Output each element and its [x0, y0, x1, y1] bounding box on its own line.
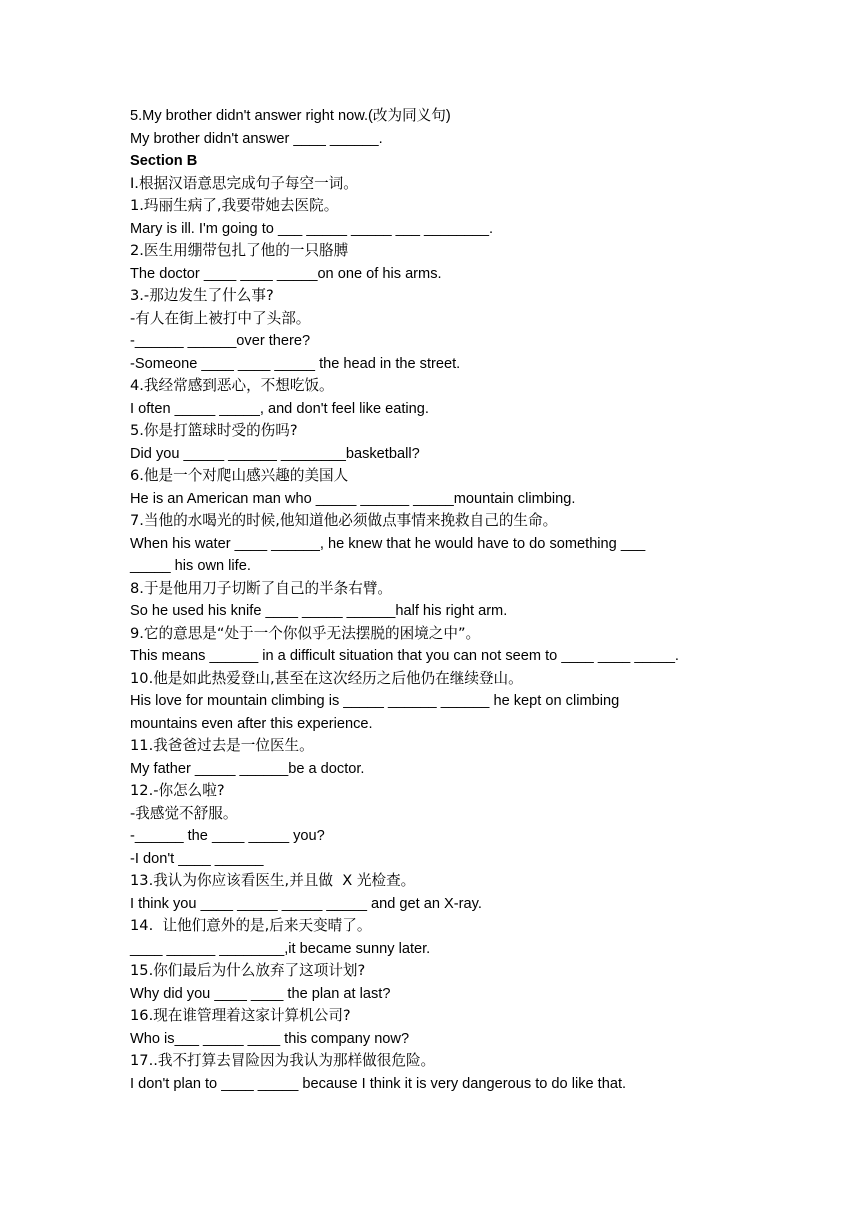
- question-13-english: I think you ____ _____ _____ _____ and get an X-ray.: [130, 895, 482, 912]
- question-14-chinese: 14. 让他们意外的是,后来天变晴了。: [130, 917, 372, 934]
- question-1-english: Mary is ill. I'm going to ___ _____ _____ ___ ________.: [130, 220, 494, 237]
- question-11-chinese: 11.我爸爸过去是一位医生。: [130, 737, 314, 754]
- question-12-chinese-b: -我感觉不舒服。: [130, 804, 238, 822]
- question-15-chinese: 15.你们最后为什么放弃了这项计划?: [130, 962, 366, 979]
- question-7-english-b: _____ his own life.: [130, 558, 251, 574]
- question-7-english-a: When his water ____ ______, he knew that he would have to do something ___: [130, 535, 646, 552]
- question-10-english-a: His love for mountain climbing is _____ ______ ______ he kept on climbing: [130, 693, 620, 709]
- question-10-chinese: 10.他是如此热爱登山,甚至在这次经历之后他仍在继续登山。: [130, 669, 523, 687]
- exercise-5-answer-line: My brother didn't answer ____ ______.: [130, 130, 383, 147]
- question-2-chinese: 2.医生用绷带包扎了他的一只胳膊: [130, 242, 349, 259]
- question-5-chinese: 5.你是打篮球时受的伤吗?: [130, 422, 298, 439]
- question-1-chinese: 1.玛丽生病了,我要带她去医院。: [130, 197, 339, 214]
- question-16-chinese: 16.现在谁管理着这家计算机公司?: [130, 1007, 351, 1024]
- question-6-english: He is an American man who _____ ______ _____mountain climbing.: [130, 490, 576, 507]
- question-6-chinese: 6.他是一个对爬山感兴趣的美国人: [130, 467, 349, 484]
- question-12-english-a: -______ the ____ _____ you?: [130, 828, 325, 844]
- question-4-chinese: 4.我经常感到恶心，不想吃饭。: [130, 377, 334, 394]
- question-8-chinese: 8.于是他用刀子切断了自己的半条右臂。: [130, 579, 393, 597]
- question-2-english: The doctor ____ ____ _____on one of his arms.: [130, 265, 442, 282]
- question-8-english: So he used his knife ____ _____ ______half his right arm.: [130, 603, 508, 619]
- question-12-chinese-a: 12.-你怎么啦?: [130, 782, 225, 799]
- question-9-chinese: 9.它的意思是“处于一个你似乎无法摆脱的困境之中”。: [130, 624, 481, 642]
- question-9-english: This means ______ in a difficult situation that you can not seem to ____ ____ _____.: [130, 648, 679, 664]
- question-11-english: My father _____ ______be a doctor.: [130, 760, 365, 777]
- question-5-english: Did you _____ ______ ________basketball?: [130, 445, 420, 462]
- question-10-english-b: mountains even after this experience.: [130, 715, 373, 732]
- question-17-english: I don't plan to ____ _____ because I think it is very dangerous to do like that.: [130, 1075, 627, 1092]
- question-16-english: Who is___ _____ ____ this company now?: [130, 1030, 410, 1047]
- section-heading: Section B: [130, 153, 198, 169]
- question-7-chinese: 7.当他的水喝光的时候,他知道他必须做点事情来挽救自己的生命。: [130, 512, 558, 529]
- question-12-english-b: -I don't ____ ______: [130, 850, 264, 867]
- question-3-chinese-b: -有人在街上被打中了头部。: [130, 309, 311, 327]
- exercise-5-instruction: 5.My brother didn't answer right now.(改为同义句): [130, 108, 451, 124]
- question-3-english-a: -______ ______over there?: [130, 333, 311, 349]
- question-13-chinese: 13.我认为你应该看医生,并且做 X 光检查。: [130, 872, 416, 889]
- document-page: [130, 105, 790, 1095]
- question-17-chinese: 17..我不打算去冒险因为我认为那样做很危险。: [130, 1052, 436, 1069]
- question-3-chinese-a: 3.-那边发生了什么事?: [130, 287, 274, 304]
- part-instruction: Ⅰ.根据汉语意思完成句子每空一词。: [130, 174, 358, 192]
- question-15-english: Why did you ____ ____ the plan at last?: [130, 985, 391, 1002]
- question-4-english: I often _____ _____, and don't feel like eating.: [130, 400, 429, 417]
- question-3-english-b: -Someone ____ ____ _____ the head in the street.: [130, 355, 461, 372]
- question-14-english: ____ ______ ________,it became sunny later.: [130, 940, 431, 957]
